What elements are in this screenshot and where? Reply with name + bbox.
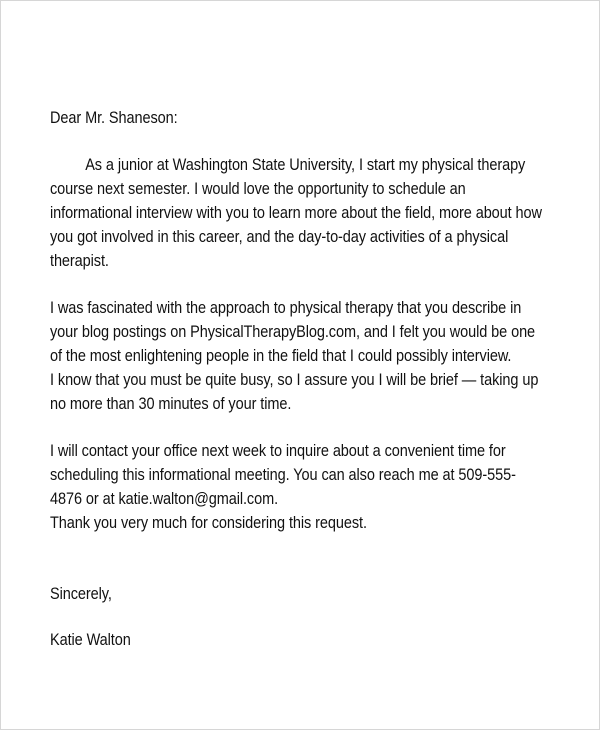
salutation: Dear Mr. Shaneson: (50, 109, 178, 127)
paragraph-3-line: Thank you very much for considering this request. (50, 514, 367, 532)
paragraph-2-line: your blog postings on PhysicalTherapyBlog.com, and I felt you would be one (50, 323, 536, 341)
paragraph-1-line: As a junior at Washington State University, I start my physical therapy (85, 156, 526, 174)
closing: Sincerely, (50, 585, 112, 603)
paragraph-3-line: I will contact your office next week to inquire about a convenient time for (50, 442, 506, 460)
letter-body (50, 106, 542, 652)
paragraph-2-line: I was fascinated with the approach to physical therapy that you describe in (50, 299, 522, 317)
paragraph-2-line: no more than 30 minutes of your time. (50, 395, 292, 413)
paragraph-1-line: course next semester. I would love the opportunity to schedule an (50, 180, 466, 198)
paragraph-1 (50, 153, 542, 273)
paragraph-2-line: I know that you must be quite busy, so I assure you I will be brief — taking up (50, 371, 539, 389)
paragraph-2 (50, 296, 539, 416)
paragraph-3-line: scheduling this informational meeting. You can also reach me at 509-555- (50, 466, 516, 484)
paragraph-3 (50, 439, 516, 535)
paragraph-1-line: therapist. (50, 252, 109, 270)
paragraph-1-line: you got involved in this career, and the day-to-day activities of a physical (50, 228, 509, 246)
paragraph-2-line: of the most enlightening people in the field that I could possibly interview. (50, 347, 512, 365)
paragraph-1-line: informational interview with you to learn more about the field, more about how (50, 204, 542, 222)
paragraph-3-line: 4876 or at katie.walton@gmail.com. (50, 490, 279, 508)
signature: Katie Walton (50, 631, 131, 649)
